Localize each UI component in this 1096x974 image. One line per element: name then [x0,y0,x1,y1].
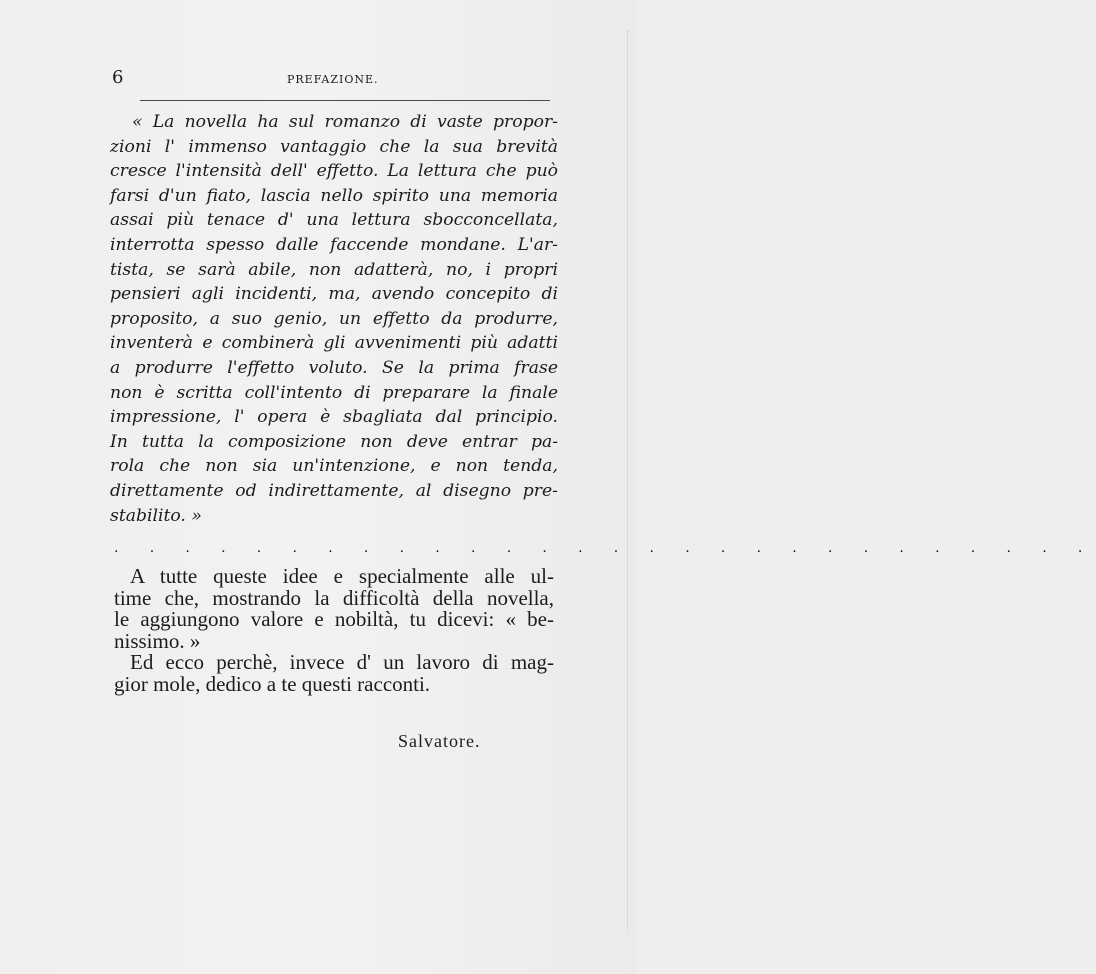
page-header [112,66,557,92]
quoted-passage [110,110,558,528]
quote-line: rola che non sia un'intenzione, e non tenda, [110,456,558,477]
quote-line: non è scritta coll'intento di preparare la finale [110,382,558,403]
body-line: Ed ecco perchè, invece d' un lavoro di mag- [130,650,554,674]
quote-line: stabilito. » [110,505,202,526]
body-line: gior mole, dedico a te questi racconti. [114,671,431,696]
quote-line: proposito, a suo genio, un effetto da produrre, [110,308,558,329]
quote-line: « La novella ha sul romanzo di vaste propor- [132,112,558,132]
quote-line: a produrre l'effetto voluto. Se la prima frase [110,357,558,378]
quote-line: farsi d'un fiato, lascia nello spirito una memoria [110,185,558,206]
quote-line: interrotta spesso dalle faccende mondane. L'ar- [110,234,558,255]
body-paragraphs [114,566,554,695]
quote-line: inventerà e combinerà gli avvenimenti più adatti [110,333,558,354]
quote-line: assai più tenace d' una lettura sbocconcellata, [110,210,558,231]
signature: Salvatore. [398,731,481,751]
body-line: nissimo. » [114,628,201,653]
quote-line: zioni l' immenso vantaggio che la sua brevità [110,136,558,157]
header-rule [140,100,550,101]
page-number: 6 [112,67,124,88]
quote-line: In tutta la composizione non deve entrar pa- [110,431,558,452]
quote-line: pensieri agli incidenti, ma, avendo concepito di [110,284,558,305]
quote-line: tista, se sarà abile, non adatterà, no, i propri [110,259,558,280]
body-line: le aggiungono valore e nobiltà, tu dicevi: « be- [114,607,554,631]
body-line: A tutte queste idee e specialmente alle ul- [130,564,554,588]
running-head: PREFAZIONE. [287,73,379,86]
section-ellipsis: . . . . . . . . . . . . . . . . . . . . . . . . . . . . [114,540,1096,556]
quote-line: impressione, l' opera è sbagliata dal principio. [110,407,558,428]
page-edge-mark [627,30,636,930]
body-line: time che, mostrando la difficoltà della novella, [114,585,554,610]
quote-line: direttamente od indirettamente, al disegno pre- [110,480,558,501]
quote-line: cresce l'intensità dell' effetto. La lettura che può [110,161,558,182]
